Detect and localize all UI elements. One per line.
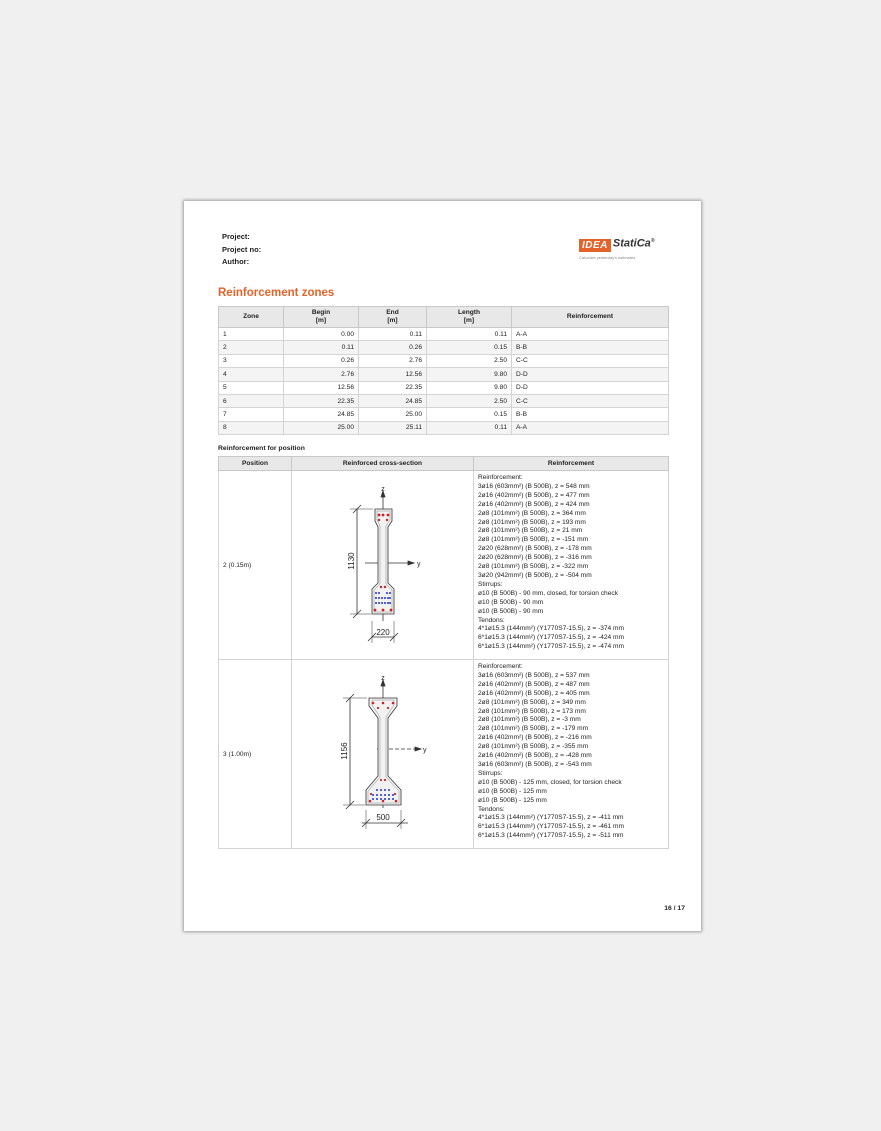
reinforcement-list-cell [474, 471, 669, 660]
zones-table [218, 306, 669, 435]
cell-end: 0.11 [359, 328, 427, 341]
cell-zone: 2 [219, 341, 284, 354]
reinforcement-line: ø10 (B 500B) - 90 mm [478, 598, 544, 606]
reinforcement-line: 2ø20 (628mm²) (B 500B), z = -178 mm [478, 545, 592, 553]
reinforcement-line: 2ø8 (101mm²) (B 500B), z = 193 mm [478, 518, 586, 526]
table-row [219, 408, 669, 421]
zones-header-row [219, 307, 669, 328]
cell-zone: 1 [219, 328, 284, 341]
cell-begin: 25.00 [284, 421, 359, 434]
width-dimension-label: 220 [376, 628, 390, 637]
cell-begin: 12.56 [284, 381, 359, 394]
document-page [184, 201, 701, 931]
cell-zone: 3 [219, 354, 284, 367]
cross-section-cell [292, 471, 474, 660]
reinforcement-line: 4*1ø15.3 (144mm²) (Y1770S7-15.5), z = -374 mm [478, 625, 625, 633]
reinforcement-line: 2ø8 (101mm²) (B 500B), z = -322 mm [478, 563, 589, 571]
header-length: Length [m] [427, 307, 512, 328]
cell-reinforcement: B-B [512, 341, 669, 354]
cell-end: 24.85 [359, 394, 427, 407]
cell-reinforcement: D-D [512, 368, 669, 381]
header-zone: Zone [219, 307, 284, 328]
reinforcement-line: 2ø8 (101mm²) (B 500B), z = 349 mm [478, 698, 586, 706]
reinforcement-line: 2ø16 (402mm²) (B 500B), z = 405 mm [478, 689, 590, 697]
reinforcement-line: ø10 (B 500B) - 90 mm [478, 607, 544, 615]
reinforcement-line: ø10 (B 500B) - 125 mm, closed, for torsion check [478, 778, 622, 786]
table-row [219, 354, 669, 367]
reinforcement-line: 3ø16 (603mm²) (B 500B), z = 537 mm [478, 671, 590, 679]
table-row [219, 341, 669, 354]
reinforcement-line: 6*1ø15.3 (144mm²) (Y1770S7-15.5), z = -511 mm [478, 832, 624, 840]
cross-section-drawing-2 [295, 660, 470, 846]
reinforcement-line: ø10 (B 500B) - 125 mm [478, 787, 547, 795]
cell-end: 22.35 [359, 381, 427, 394]
table-row [219, 660, 669, 849]
reinforcement-line: 2ø8 (101mm²) (B 500B), z = -179 mm [478, 725, 589, 733]
project-no-label: Project no: [222, 244, 262, 254]
reinforcement-line: Reinforcement: [478, 663, 523, 670]
positions-table [218, 456, 669, 849]
height-dimension-label: 1156 [340, 742, 349, 760]
cell-length: 0.15 [427, 341, 512, 354]
logo-name: StatiCa® [612, 237, 655, 250]
idea-statica-logo [579, 235, 679, 265]
header-reinforcement: Reinforcement [512, 307, 669, 328]
cell-begin: 0.26 [284, 354, 359, 367]
cell-begin: 24.85 [284, 408, 359, 421]
reinforcement-line: 2ø8 (101mm²) (B 500B), z = -3 mm [478, 716, 581, 724]
cell-end: 12.56 [359, 368, 427, 381]
logo-tagline: Calculate yesterday's estimates [579, 255, 636, 260]
section-title: Reinforcement zones [218, 287, 335, 299]
reinforcement-line: 4*1ø15.3 (144mm²) (Y1770S7-15.5), z = -411 mm [478, 814, 624, 822]
reinforcement-line: 6*1ø15.3 (144mm²) (Y1770S7-15.5), z = -474 mm [478, 643, 625, 651]
cell-zone: 5 [219, 381, 284, 394]
cell-length: 0.11 [427, 421, 512, 434]
cell-zone: 7 [219, 408, 284, 421]
cell-length: 2.50 [427, 394, 512, 407]
reinforcement-line: 2ø16 (402mm²) (B 500B), z = 424 mm [478, 500, 590, 508]
table-row [219, 394, 669, 407]
cell-zone: 6 [219, 394, 284, 407]
table-row [219, 368, 669, 381]
reinforcement-list-cell [474, 660, 669, 849]
table-row [219, 328, 669, 341]
reinforcement-line: 2ø20 (628mm²) (B 500B), z = -316 mm [478, 554, 592, 562]
reinforcement-line: 2ø8 (101mm²) (B 500B), z = 173 mm [478, 707, 586, 715]
cross-section-drawing-1 [295, 471, 470, 657]
axis-z-label: z [381, 675, 385, 682]
reinforcement-list [478, 474, 664, 652]
cell-zone: 8 [219, 421, 284, 434]
reinforcement-line: 2ø16 (402mm²) (B 500B), z = 487 mm [478, 680, 590, 688]
cross-section-cell [292, 660, 474, 849]
logo-box: IDEA [579, 239, 611, 252]
axis-y-label: y [423, 747, 427, 754]
header-pos-reinforcement: Reinforcement [474, 457, 669, 471]
reinforcement-line: Tendons: [478, 805, 505, 813]
reinforcement-line: Tendons: [478, 616, 505, 624]
reinforcement-line: 3ø16 (603mm²) (B 500B), z = -543 mm [478, 760, 592, 768]
reinforcement-line: ø10 (B 500B) - 125 mm [478, 796, 547, 804]
reinforcement-line: 6*1ø15.3 (144mm²) (Y1770S7-15.5), z = -461 mm [478, 823, 625, 831]
positions-subtitle: Reinforcement for position [218, 445, 305, 452]
header-section: Reinforced cross-section [292, 457, 474, 471]
cell-reinforcement: D-D [512, 381, 669, 394]
cell-length: 2.50 [427, 354, 512, 367]
reinforcement-line: 2ø8 (101mm²) (B 500B), z = -151 mm [478, 536, 589, 544]
cell-length: 9.80 [427, 381, 512, 394]
cell-reinforcement: C-C [512, 394, 669, 407]
table-row [219, 381, 669, 394]
reinforcement-list [478, 663, 664, 841]
reinforcement-line: 2ø16 (402mm²) (B 500B), z = -428 mm [478, 752, 592, 760]
cell-length: 0.11 [427, 328, 512, 341]
header-end: End [m] [359, 307, 427, 328]
cell-begin: 2.76 [284, 368, 359, 381]
cell-end: 0.26 [359, 341, 427, 354]
reinforcement-line: ø10 (B 500B) - 90 mm, closed, for torsion check [478, 589, 618, 597]
project-meta [222, 231, 261, 269]
cell-length: 0.15 [427, 408, 512, 421]
reinforcement-line: 3ø16 (603mm²) (B 500B), z = 548 mm [478, 482, 590, 490]
reinforcement-line: Reinforcement: [478, 474, 523, 481]
reinforcement-line: Stirrups: [478, 580, 503, 588]
reinforcement-line: 2ø16 (402mm²) (B 500B), z = 477 mm [478, 491, 590, 499]
header-begin: Begin [m] [284, 307, 359, 328]
width-dimension-label: 500 [376, 813, 390, 822]
cell-begin: 22.35 [284, 394, 359, 407]
cell-length: 9.80 [427, 368, 512, 381]
reinforcement-line: 2ø16 (402mm²) (B 500B), z = -216 mm [478, 734, 592, 742]
reinforcement-line: 2ø8 (101mm²) (B 500B), z = 364 mm [478, 509, 586, 517]
height-dimension-label: 1130 [347, 552, 356, 570]
positions-header-row [219, 457, 669, 471]
cell-zone: 4 [219, 368, 284, 381]
cell-begin: 0.00 [284, 328, 359, 341]
axis-z-label: z [381, 486, 385, 493]
project-label: Project: [222, 232, 250, 241]
reinforcement-line: 2ø8 (101mm²) (B 500B), z = 21 mm [478, 527, 583, 535]
reinforcement-line: Stirrups: [478, 769, 503, 777]
reinforcement-line: 6*1ø15.3 (144mm²) (Y1770S7-15.5), z = -424 mm [478, 634, 625, 642]
author-label: Author: [222, 257, 250, 266]
cell-reinforcement: B-B [512, 408, 669, 421]
cell-begin: 0.11 [284, 341, 359, 354]
cell-reinforcement: C-C [512, 354, 669, 367]
cell-end: 25.00 [359, 408, 427, 421]
table-row [219, 421, 669, 434]
cell-reinforcement: A-A [512, 421, 669, 434]
position-cell: 2 (0.15m) [219, 471, 292, 660]
position-cell: 3 (1.00m) [219, 660, 292, 849]
cell-reinforcement: A-A [512, 328, 669, 341]
reinforcement-line: 3ø20 (942mm²) (B 500B), z = -504 mm [478, 571, 592, 579]
reinforcement-line: 2ø8 (101mm²) (B 500B), z = -355 mm [478, 743, 589, 751]
cell-end: 2.76 [359, 354, 427, 367]
table-row [219, 471, 669, 660]
axis-y-label: y [417, 561, 421, 568]
cell-end: 25.11 [359, 421, 427, 434]
header-position: Position [219, 457, 292, 471]
page-number: 16 / 17 [664, 905, 685, 912]
